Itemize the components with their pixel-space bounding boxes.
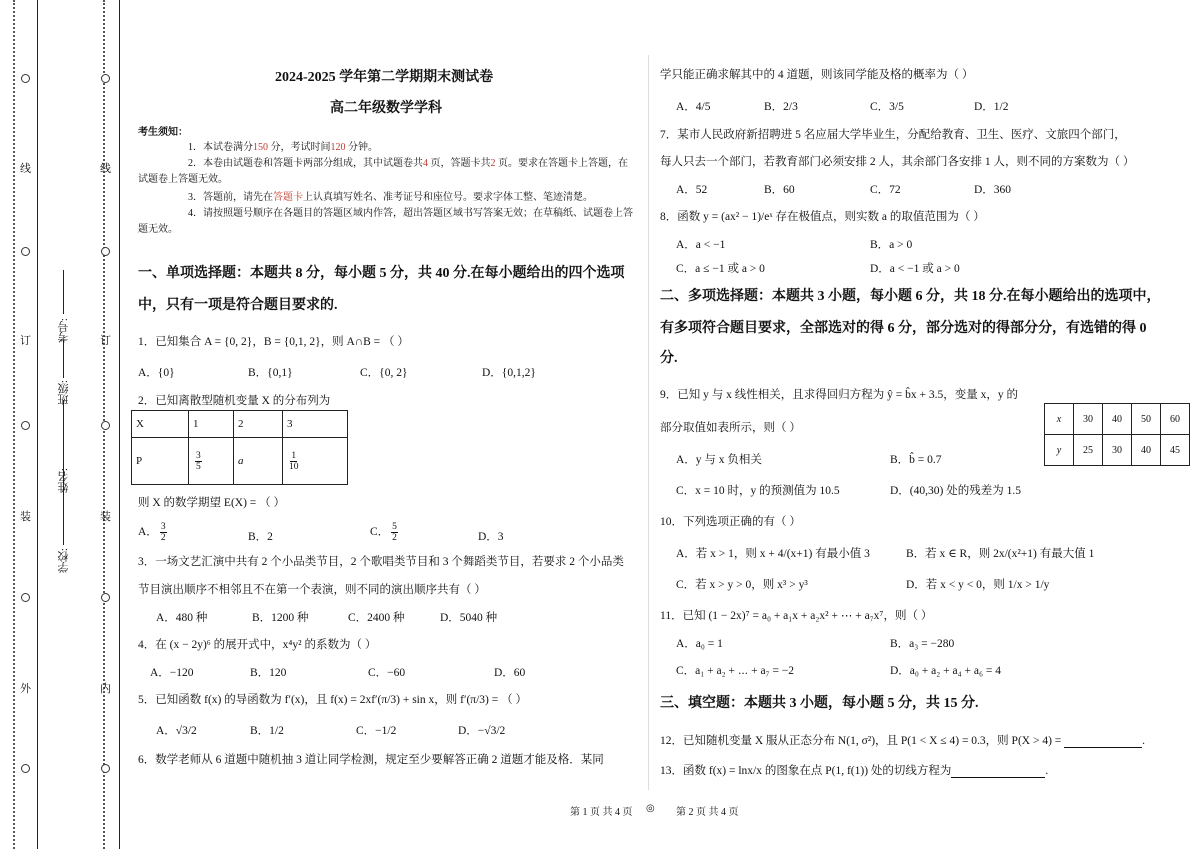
name-label: 姓名: [58, 468, 70, 494]
notice-line-4b: 题无效。 [138, 224, 178, 235]
q7-stem-1: 7．某市人民政府新招聘进 5 名应届大学毕业生，分配给教育、卫生、医疗、文旅四个部门， [660, 129, 1126, 141]
numerator: 3 [160, 522, 166, 532]
q10-stem: 10．下列选项正确的有（ ） [660, 516, 801, 528]
exam-title: 2024-2025 学年第二学期期末测试卷 [275, 70, 494, 85]
notice-highlight: 150 [253, 142, 268, 153]
margin-char: 装 [100, 511, 111, 523]
q4-stem: 4．在 (x − 2y)⁶ 的展开式中，x⁴y² 的系数为（ ） [138, 639, 377, 651]
q6-option-a[interactable]: A．4/5 [676, 101, 711, 113]
q12-end: . [1142, 735, 1146, 747]
denominator: 5 [196, 461, 201, 472]
table-cell: 30 [1103, 435, 1132, 466]
notice-line-3 [188, 188, 593, 203]
name-blank[interactable] [63, 400, 64, 464]
fraction [160, 522, 167, 543]
q5-option-c[interactable]: C．−1/2 [356, 725, 397, 737]
margin-char: 装 [20, 511, 31, 523]
q3-option-a[interactable]: A．480 种 [156, 612, 208, 624]
q10-option-a[interactable]: A．若 x > 1，则 x + 4/(x+1) 有最小值 3 [676, 548, 870, 560]
q3-option-c[interactable]: C．2400 种 [348, 612, 405, 624]
table-cell: 25 [1074, 435, 1103, 466]
numerator: 5 [392, 522, 397, 532]
q11-option-c[interactable]: C．a₁ + a₂ + ⋯ + a₇ = −2 [676, 665, 795, 677]
q2-option-d[interactable]: D．3 [478, 531, 504, 543]
q3-stem-2: 节目演出顺序不相邻且不在第一个表演，则不同的演出顺序共有（ ） [138, 584, 486, 596]
table-cell: x [1045, 404, 1074, 435]
margin-circle-icon [21, 247, 30, 256]
school-label: 学校: [58, 548, 70, 574]
q1-stem: 1．已知集合 A = {0, 2}，B = {0,1, 2}，则 A∩B = （ ） [138, 336, 409, 348]
q13-end: . [1045, 765, 1049, 777]
q4-option-d[interactable]: D．60 [494, 667, 526, 679]
notice-highlight: 2 [490, 158, 496, 169]
q2-option-b[interactable]: B．2 [248, 531, 273, 543]
margin-circle-icon [101, 247, 110, 256]
notice-text: 1．本试卷满分 [188, 142, 253, 153]
table-cell: y [1045, 435, 1074, 466]
section2-heading-cont: 有多项符合题目要求，全部选对的得 6 分，部分选对的得部分分，有选错的得 0 [660, 321, 1147, 336]
q13-answer-blank[interactable] [951, 765, 1045, 778]
table-cell [189, 438, 234, 485]
section1-heading: 一、单项选择题：本题共 8 分，每小题 5 分，共 40 分.在每小题给出的四个选项 [138, 266, 625, 281]
q7-option-c[interactable]: C．72 [870, 184, 901, 196]
q12-text: 12．已知随机变量 X 服从正态分布 N(1, σ²)，且 P(1 < X ≤ 4) = 0.3，则 P(X > 4) = [660, 735, 1065, 747]
q8-option-c[interactable]: C．a ≤ −1 或 a > 0 [676, 263, 765, 275]
notice-line-2 [188, 154, 628, 169]
margin-circle-icon [101, 421, 110, 430]
q9-data-table [1044, 403, 1190, 466]
examno-blank[interactable] [63, 270, 64, 314]
q5-stem: 5．已知函数 f(x) 的导函数为 f′(x)，且 f(x) = 2xf′(π/3) + sin x，则 f′(π/3) = （ ） [138, 694, 527, 706]
section2-heading-end: 分. [660, 351, 678, 366]
notice-line-1 [188, 138, 378, 153]
table-cell: 40 [1103, 404, 1132, 435]
q9-option-b[interactable]: B．b̂ = 0.7 [890, 454, 942, 466]
margin-circle-icon [21, 593, 30, 602]
notice-line-4: 4．请按照题号顺序在各题目的答题区域内作答，超出答题区域书写答案无效；在草稿纸、试题卷上答 [188, 208, 633, 219]
table-cell: 3 [283, 411, 348, 438]
page-number-right: 第 2 页 共 4 页 [676, 807, 739, 818]
notice-text: 上认真填写姓名、准考证号和座位号。要求字体工整、笔迹清楚。 [303, 192, 593, 203]
margin-char: 订 [100, 335, 111, 347]
q6-stem-1: 6．数学老师从 6 道题中随机抽 3 道让同学检测，规定至少要解答正确 2 道题才能及格．某同 [138, 754, 604, 766]
fraction [289, 451, 299, 472]
q6-stem-2: 学只能正确求解其中的 4 道题，则该同学能及格的概率为（ ） [660, 69, 974, 81]
q4-option-b[interactable]: B．120 [250, 667, 287, 679]
exam-subtitle: 高二年级数学学科 [330, 101, 442, 116]
option-label: A． [138, 526, 158, 539]
q6-option-d[interactable]: D．1/2 [974, 101, 1009, 113]
numerator: 1 [291, 450, 297, 461]
q6-option-b[interactable]: B．2/3 [764, 101, 798, 113]
column-divider [648, 55, 649, 790]
q7-stem-2: 每人只去一个部门，若教育部门必须安排 2 人，其余部门各安排 1 人，则不同的方案数为（ ） [660, 156, 1135, 168]
table-cell [283, 438, 348, 485]
q9-stem-1: 9．已知 y 与 x 线性相关，且求得回归方程为 ŷ = b̂x + 3.5，变量 x，y 的 [660, 389, 1018, 401]
margin-circle-icon [101, 74, 110, 83]
q12-stem [660, 732, 1145, 748]
notice-text: 3．答题前，请先在 [188, 192, 273, 203]
notice-highlight: 4 [423, 158, 428, 169]
section1-heading-cont: 中，只有一项是符合题目要求的. [138, 298, 338, 313]
class-blank[interactable] [63, 340, 64, 378]
denominator: 10 [289, 461, 299, 472]
table-cell: 2 [234, 411, 283, 438]
margin-circle-icon [101, 593, 110, 602]
q2-option-c[interactable] [370, 522, 400, 543]
footer-separator: ◎ [646, 803, 655, 814]
q1-option-c[interactable]: C．{0, 2} [360, 367, 408, 379]
outer-border-line [37, 0, 38, 849]
notice-line-2b: 试题卷上答题无效。 [138, 174, 228, 185]
q11-stem: 11．已知 (1 − 2x)⁷ = a₀ + a₁x + a₂x² + ⋯ + a₇x⁷，则（ ） [660, 610, 933, 622]
section3-heading: 三、填空题：本题共 3 小题，每小题 5 分，共 15 分. [660, 696, 979, 711]
notice-text: 分，考试时间 [268, 142, 331, 153]
q5-option-a[interactable]: A．√3/2 [156, 725, 197, 737]
q11-option-b[interactable]: B．a₃ = −280 [890, 638, 955, 650]
table-cell: 45 [1161, 435, 1190, 466]
notice-text: 2．本卷由试题卷和答题卡两部分组成，其中试题卷共 [188, 158, 423, 169]
option-label: C． [370, 526, 390, 539]
q5-option-b[interactable]: B．1/2 [250, 725, 284, 737]
q4-option-a[interactable]: A．−120 [150, 667, 194, 679]
q9-option-c[interactable]: C．x = 10 时，y 的预测值为 10.5 [676, 485, 840, 497]
fraction [195, 451, 202, 472]
q7-option-d[interactable]: D．360 [974, 184, 1012, 196]
q11-option-a[interactable]: A．a₀ = 1 [676, 638, 723, 650]
q10-option-d[interactable]: D．若 x < y < 0，则 1/x > 1/y [906, 579, 1050, 591]
q2-ask: 则 X 的数学期望 E(X) = （ ） [138, 497, 286, 509]
notice-heading: 考生须知： [138, 127, 188, 138]
q8-option-d[interactable]: D．a < −1 或 a > 0 [870, 263, 960, 275]
q3-option-d[interactable]: D．5040 种 [440, 612, 498, 624]
q2-option-a[interactable] [138, 522, 169, 543]
q11-option-d[interactable]: D．a₀ + a₂ + a₄ + a₆ = 4 [890, 665, 1001, 677]
q12-answer-blank[interactable] [1064, 735, 1142, 748]
q13-text: 13．函数 f(x) = lnx/x 的图象在点 P(1, f(1)) 处的切线方程为 [660, 765, 952, 777]
margin-circle-icon [21, 764, 30, 773]
margin-circle-icon [101, 764, 110, 773]
notice-text: 页。要求在答题卡上答题，在 [495, 158, 628, 169]
table-cell: P [132, 438, 189, 485]
page-number-left: 第 1 页 共 4 页 [570, 807, 633, 818]
q2-stem: 2．已知离散型随机变量 X 的分布列为 [138, 395, 331, 407]
q1-option-b[interactable]: B．{0,1} [248, 367, 293, 379]
q10-option-b[interactable]: B．若 x ∈ R，则 2x/(x²+1) 有最大值 1 [906, 548, 1095, 560]
q9-stem-2: 部分取值如表所示，则（ ） [660, 422, 801, 434]
numerator: 3 [196, 450, 201, 461]
table-cell: 50 [1132, 404, 1161, 435]
table-cell: 60 [1161, 404, 1190, 435]
margin-char: 外 [20, 683, 31, 695]
notice-highlight: 答题卡 [273, 192, 303, 203]
q8-stem: 8．函数 y = (ax² − 1)/eˣ 存在极值点，则实数 a 的取值范围为（ ） [660, 211, 985, 223]
q3-option-b[interactable]: B．1200 种 [252, 612, 309, 624]
q5-option-d[interactable]: D．−√3/2 [458, 725, 506, 737]
q8-option-a[interactable]: A．a < −1 [676, 239, 726, 251]
q6-option-c[interactable]: C．3/5 [870, 101, 904, 113]
margin-char: 内 [100, 683, 111, 695]
q7-option-a[interactable]: A．52 [676, 184, 708, 196]
margin-circle-icon [21, 74, 30, 83]
margin-char: 线 [100, 163, 111, 175]
q10-option-c[interactable]: C．若 x > y > 0，则 x³ > y³ [676, 579, 808, 591]
q9-option-d[interactable]: D．(40,30) 处的残差为 1.5 [890, 485, 1021, 497]
q8-option-b[interactable]: B．a > 0 [870, 239, 913, 251]
table-cell: 1 [189, 411, 234, 438]
q13-stem [660, 762, 1048, 778]
q7-option-b[interactable]: B．60 [764, 184, 795, 196]
q1-option-d[interactable]: D．{0,1,2} [482, 367, 536, 379]
table-cell: X [132, 411, 189, 438]
section2-heading: 二、多项选择题：本题共 3 小题，每小题 6 分，共 18 分.在每小题给出的选项中， [660, 289, 1161, 304]
table-cell: a [234, 438, 283, 485]
notice-highlight: 120 [330, 142, 346, 153]
q3-stem-1: 3．一场文艺汇演中共有 2 个小品类节目，2 个歌唱类节目和 3 个舞蹈类节目，若要求 2 个小品类 [138, 556, 624, 568]
examno-label: 考号: [58, 318, 70, 344]
table-cell: 40 [1132, 435, 1161, 466]
notice-text: 分钟。 [345, 142, 378, 153]
q1-option-a[interactable]: A．{0} [138, 367, 175, 379]
q2-distribution-table [131, 410, 348, 485]
inner-border-line [119, 0, 120, 849]
margin-char: 订 [20, 335, 31, 347]
outer-dotted-line [13, 0, 15, 849]
margin-circle-icon [21, 421, 30, 430]
q4-option-c[interactable]: C．−60 [368, 667, 406, 679]
class-label: 班级: [58, 380, 70, 406]
denominator: 2 [160, 533, 166, 543]
fraction [391, 522, 398, 543]
notice-text: 页，答题卡共 [428, 158, 491, 169]
denominator: 2 [392, 533, 397, 543]
table-cell: 30 [1074, 404, 1103, 435]
q9-option-a[interactable]: A．y 与 x 负相关 [676, 454, 762, 466]
margin-char: 线 [20, 163, 31, 175]
